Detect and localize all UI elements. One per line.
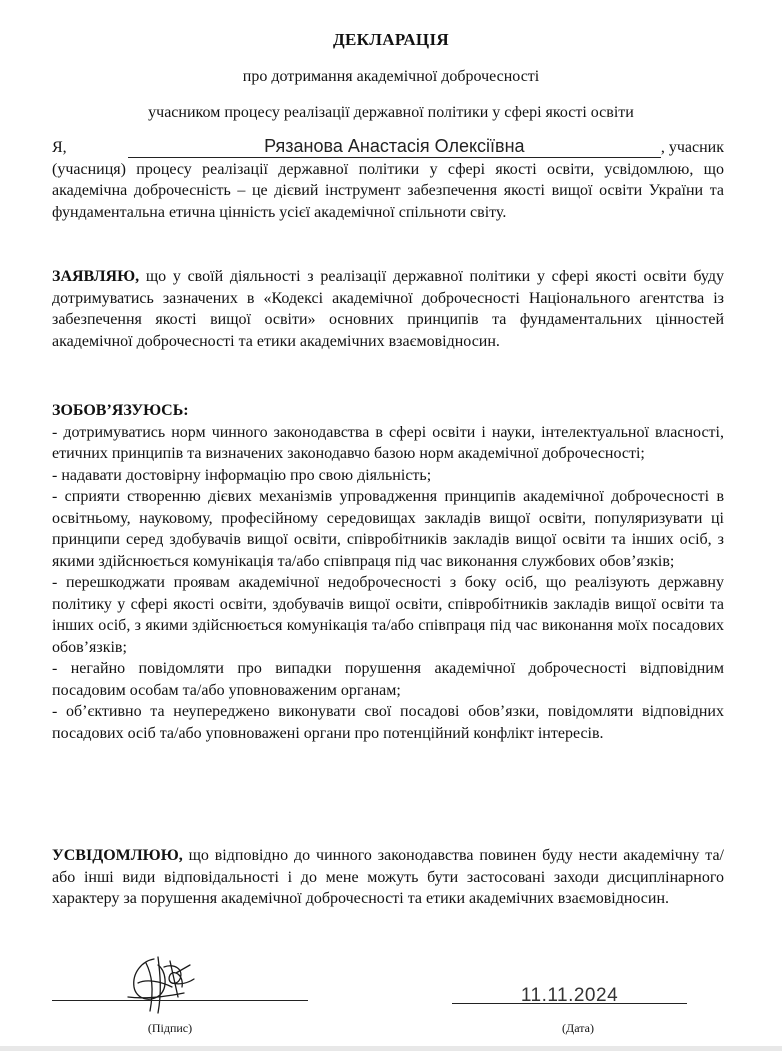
acknowledge-lead: УСВІДОМЛЮЮ, bbox=[52, 847, 183, 864]
name-field bbox=[128, 137, 661, 158]
signing-date: 11.11.2024 bbox=[520, 985, 619, 1006]
page-bottom-edge bbox=[0, 1046, 782, 1051]
commit-item: - сприяти створенню дієвих механізмів упровадження принципів академічної доброчесності в освітньому, науковому, професійному середовищах закладів вищої освіти, популяризувати ці принципи серед здобувачів вищої освіти, співробітників закладів вищої освіти та інших осіб, з якими здійснюється комунікація та/або співпраця під час виконання службових обов’язків; bbox=[52, 488, 724, 570]
commit-item: - негайно повідомляти про випадки порушення академічної доброчесності відповідним посадовим особам та/або уповноваженим органам; bbox=[52, 660, 724, 699]
date-caption: (Дата) bbox=[562, 1021, 594, 1035]
signature-line bbox=[52, 1000, 308, 1001]
declare-text: що у своїй діяльності з реалізації державної політики у сфері якості освіти буду дотримуватись зазначених в «Кодексі академічної доброчесності Національного агентства із забезпечення якості вищої освіти» основних принципів та фундаментальних цінностей академічної доброчесності та етики академічних взаємовідносин. bbox=[52, 268, 724, 350]
document-title: ДЕКЛАРАЦІЯ bbox=[333, 30, 449, 49]
signature-caption: (Підпис) bbox=[147, 1021, 193, 1035]
acknowledge-text: що відповідно до чинного законодавства повинен буду нести академічну та/або інші види відповідальності і до мене можуть бути застосовані заходи дисциплінарного характеру за порушення академічної доброчесності та етики академічних взаємовідносин. bbox=[52, 847, 724, 907]
name-line bbox=[52, 137, 724, 159]
intro-body: (учасниця) процесу реалізації державної політики у сфері якості освіти, усвідомлюю, що академічна доброчесність – це дієвий інструмент забезпечення якості вищої освіти України та фундаментальна етична цінність усієї академічної спільноти світу. bbox=[52, 160, 724, 221]
intro-paragraph bbox=[52, 137, 724, 223]
participant-name: Рязанова Анастасія Олексіївна bbox=[264, 136, 525, 156]
acknowledge-paragraph bbox=[52, 845, 724, 910]
intro-suffix: , учасник bbox=[660, 139, 724, 156]
document-subtitle-2: учасником процесу реалізації державної політики у сфері якості освіти bbox=[148, 104, 634, 121]
commit-item: - дотримуватись норм чинного законодавства в сфері освіти і науки, інтелектуальної власності, етичних принципів та визначених законодавчо базою норм академічної доброчесності; bbox=[52, 423, 724, 462]
commit-heading: ЗОБОВ’ЯЗУЮСЬ: bbox=[52, 402, 189, 419]
intro-prefix: Я, bbox=[52, 139, 67, 156]
document-subtitle-1: про дотримання академічної доброчесності bbox=[242, 68, 540, 85]
handwritten-signature bbox=[124, 953, 200, 1017]
commit-item: - перешкоджати проявам академічної недоброчесності з боку осіб, що реалізують державну політику у сфері якості освіти, здобувачів вищої освіти, співробітників закладів вищої освіти та інших осіб, з якими здійснюється комунікація та/або співпраця під час виконання моїх посадових обов’язків; bbox=[52, 574, 724, 656]
commit-item: - об’єктивно та неупереджено виконувати свої посадові обов’язки, повідомляти відповідних посадових осіб та/або уповноважені органи про потенційний конфлікт інтересів. bbox=[52, 703, 724, 742]
commit-section bbox=[52, 400, 724, 744]
commit-item: - надавати достовірну інформацію про свою діяльність; bbox=[52, 466, 432, 484]
declare-paragraph bbox=[52, 266, 724, 352]
declare-lead: ЗАЯВЛЯЮ, bbox=[52, 268, 140, 285]
